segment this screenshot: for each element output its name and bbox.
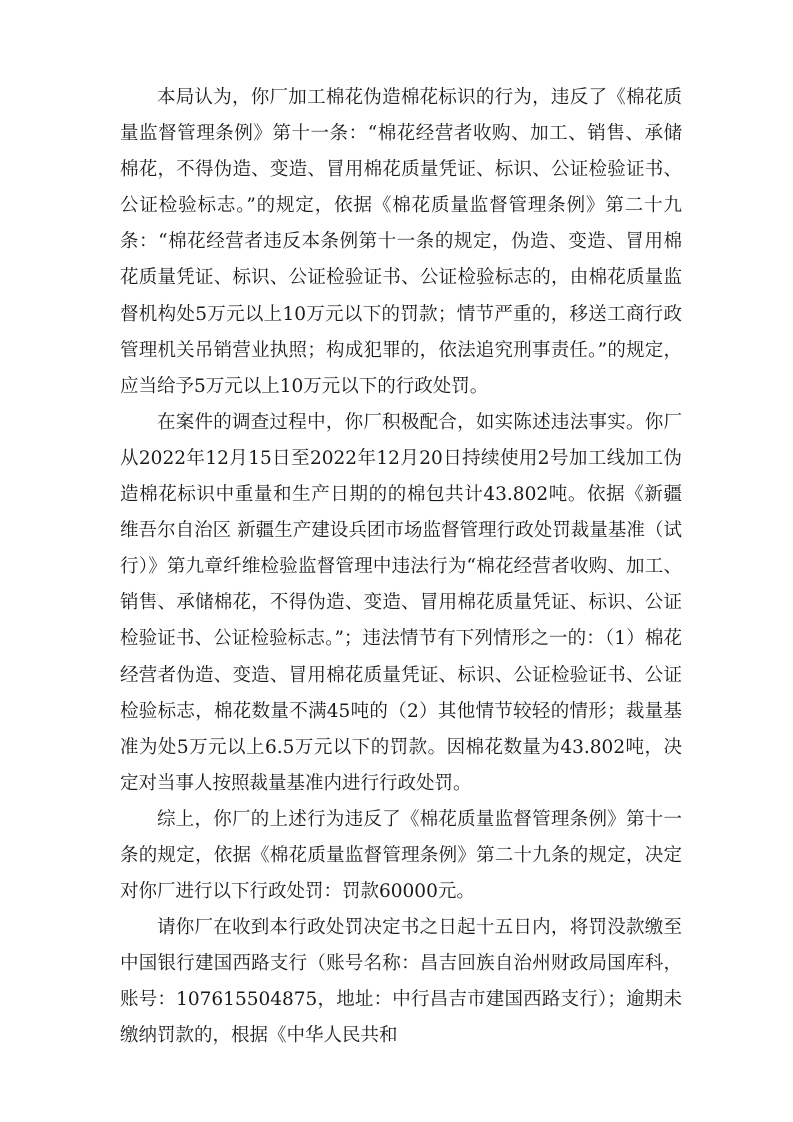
paragraph-conclusion: 综上，你厂的上述行为违反了《棉花质量监督管理条例》第十一条的规定，依据《棉花质量监督管理条例》第二十九条的规定，决定对你厂进行以下行政处罚：罚款60000元。 (120, 808, 682, 903)
paragraph-payment-instructions: 请你厂在收到本行政处罚决定书之日起十五日内，将罚没款缴至中国银行建国西路支行（账号名称：昌吉回族自治州财政局国库科，账号：107615504875，地址：中行昌吉市建国西路支行）；逾期未缴纳罚款的，根据《中华人民共和 (120, 917, 682, 1047)
document-page (120, 80, 682, 1055)
paragraph-legal-basis: 本局认为，你厂加工棉花伪造棉花标识的行为，违反了《棉花质量监督管理条例》第十一条：“棉花经营者收购、加工、销售、承储棉花，不得伪造、变造、冒用棉花质量凭证、标识、公证检验证书、公证检验标志。”的规定，依据《棉花质量监督管理条例》第二十九条：“棉花经营者违反本条例第十一条的规定，伪造、变造、冒用棉花质量凭证、标识、公证检验证书、公证检验标志的，由棉花质量监督机构处5万元以上10万元以下的罚款；情节严重的，移送工商行政管理机关吊销营业执照；构成犯罪的，依法追究刑事责任。”的规定，应当给予5万元以上10万元以下的行政处罚。 (120, 87, 682, 397)
paragraph-investigation: 在案件的调查过程中，你厂积极配合，如实陈述违法事实。你厂从2022年12月15日至2022年12月20日持续使用2号加工线加工伪造棉花标识中重量和生产日期的的棉包共计43.802吨。依据《新疆维吾尔自治区 新疆生产建设兵团市场监督管理行政处罚裁量基准（试行）》第九章纤维检验监督管理中违法行为“棉花经营者收购、加工、销售、承储棉花，不得伪造、变造、冒用棉花质量凭证、标识、公证检验证书、公证检验标志。”；违法情节有下列情形之一的：（1）棉花经营者伪造、变造、冒用棉花质量凭证、标识、公证检验证书、公证检验标志，棉花数量不满45吨的（2）其他情节较轻的情形；裁量基准为处5万元以上6.5万元以下的罚款。因棉花数量为43.802吨，决定对当事人按照裁量基准内进行行政处罚。 (120, 411, 682, 794)
